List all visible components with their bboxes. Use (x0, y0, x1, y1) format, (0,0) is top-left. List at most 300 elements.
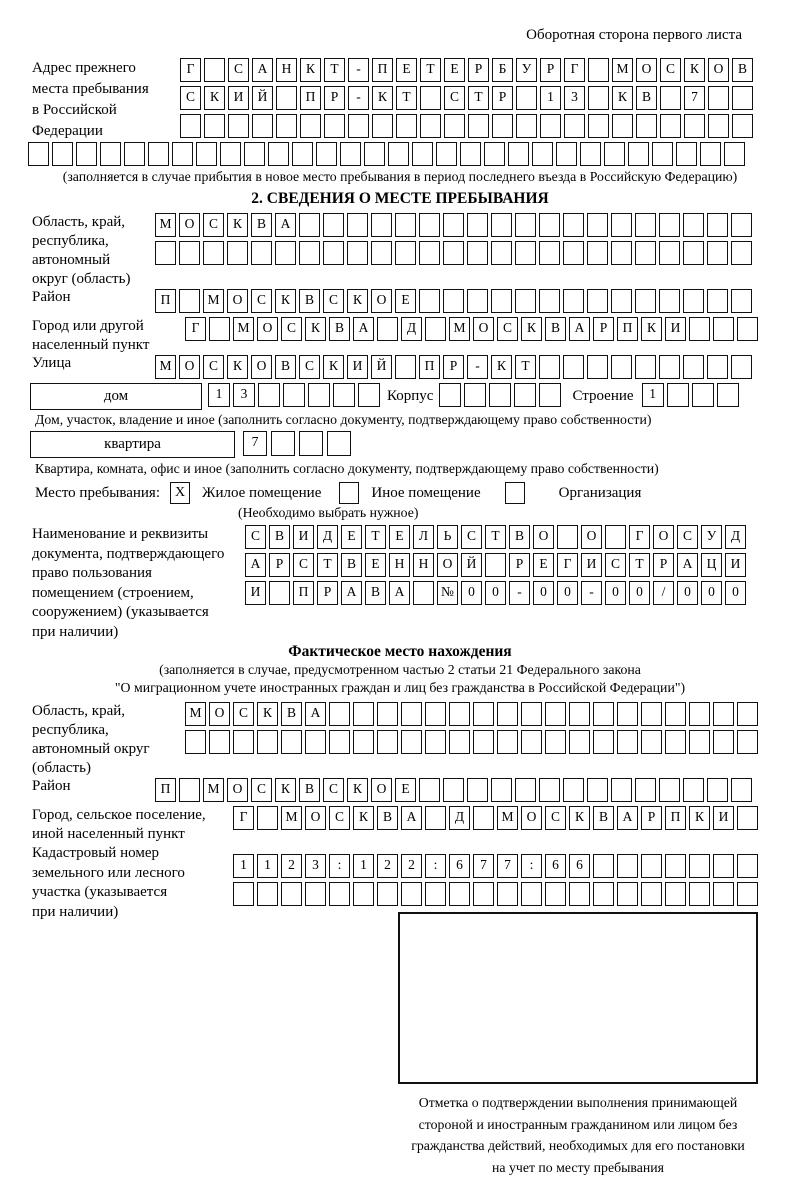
kadastr-label (32, 844, 233, 922)
char-box: П (419, 355, 440, 379)
char-box: К (347, 778, 368, 802)
char-box: М (281, 806, 302, 830)
char-box (395, 213, 416, 237)
char-box (436, 142, 457, 166)
stroenie-label: Строение (572, 388, 634, 404)
char-box (545, 702, 566, 726)
char-box (180, 114, 201, 138)
char-box: И (713, 806, 734, 830)
mesto-prebyvaniya-row (35, 482, 800, 504)
char-box: М (155, 355, 176, 379)
char-box: В (341, 553, 362, 577)
char-box (305, 730, 326, 754)
char-box (179, 289, 200, 313)
char-box: 1 (353, 854, 374, 878)
char-box (515, 778, 536, 802)
char-box: В (251, 213, 272, 237)
char-box (460, 142, 481, 166)
char-box: О (179, 213, 200, 237)
char-box (395, 355, 416, 379)
char-box (521, 702, 542, 726)
char-box: Т (420, 58, 441, 82)
char-box (371, 213, 392, 237)
gorod-row (185, 317, 761, 341)
char-box (353, 882, 374, 906)
char-box (737, 702, 758, 726)
char-box: С (251, 778, 272, 802)
char-box: К (491, 355, 512, 379)
char-box (358, 383, 380, 407)
char-box (569, 882, 590, 906)
char-box (251, 241, 272, 265)
char-box: № (437, 581, 458, 605)
char-box (185, 730, 206, 754)
char-box (641, 702, 662, 726)
char-box (473, 702, 494, 726)
char-box: Р (509, 553, 530, 577)
char-box (76, 142, 97, 166)
page-header: Оборотная сторона первого листа (526, 27, 742, 43)
char-box: Т (515, 355, 536, 379)
char-box (377, 730, 398, 754)
char-box (580, 142, 601, 166)
label-line: Адрес прежнего (32, 60, 136, 76)
char-box: 3 (233, 383, 255, 407)
char-box (252, 114, 273, 138)
char-box: В (377, 806, 398, 830)
char-box (419, 778, 440, 802)
char-box (713, 882, 734, 906)
char-box (611, 213, 632, 237)
char-box (204, 114, 225, 138)
char-box: С (660, 58, 681, 82)
char-box (587, 289, 608, 313)
char-box (683, 355, 704, 379)
char-box (557, 525, 578, 549)
char-box (521, 882, 542, 906)
char-box (220, 142, 241, 166)
char-box (732, 114, 753, 138)
char-box (491, 778, 512, 802)
label-line: на учет по месту пребывания (492, 1159, 664, 1175)
char-box (323, 241, 344, 265)
char-box: А (617, 806, 638, 830)
char-box: Д (449, 806, 470, 830)
char-box: В (329, 317, 350, 341)
char-box: И (725, 553, 746, 577)
char-box (292, 142, 313, 166)
char-box (665, 882, 686, 906)
char-box: А (275, 213, 296, 237)
stamp-note (378, 1092, 778, 1178)
char-box (588, 86, 609, 110)
char-box (353, 702, 374, 726)
char-box: С (251, 289, 272, 313)
char-box (172, 142, 193, 166)
char-box: К (227, 355, 248, 379)
char-box (508, 142, 529, 166)
label-line: республика, (32, 233, 109, 249)
char-box (308, 383, 330, 407)
char-box: О (305, 806, 326, 830)
char-box: О (473, 317, 494, 341)
char-box (563, 355, 584, 379)
char-box: И (347, 355, 368, 379)
char-box: С (245, 525, 266, 549)
dom-note: Дом, участок, владение и иное (заполнить согласно документу, подтверждающему право собственности) (35, 412, 652, 427)
char-box (228, 114, 249, 138)
char-box: - (581, 581, 602, 605)
char-box: С (329, 806, 350, 830)
char-box: С (228, 58, 249, 82)
char-box (563, 241, 584, 265)
oblast-row-1 (155, 213, 755, 237)
label-line: Кадастровый номер (32, 845, 159, 861)
char-box: С (299, 355, 320, 379)
char-box: Г (557, 553, 578, 577)
label-line: Город или другой (32, 318, 144, 334)
fact-oblast-row-2 (185, 730, 761, 754)
char-box (713, 730, 734, 754)
char-box: А (569, 317, 590, 341)
char-box: Г (185, 317, 206, 341)
char-box (305, 882, 326, 906)
char-box (617, 854, 638, 878)
char-box: Д (401, 317, 422, 341)
char-box: Д (317, 525, 338, 549)
char-box (467, 289, 488, 313)
char-box: П (293, 581, 314, 605)
char-box: М (203, 778, 224, 802)
fact-gorod-block (32, 806, 800, 844)
char-box (539, 383, 561, 407)
char-box (179, 241, 200, 265)
char-box: Р (324, 86, 345, 110)
char-box: К (323, 355, 344, 379)
char-box: М (612, 58, 633, 82)
char-box (641, 882, 662, 906)
char-box (532, 142, 553, 166)
char-box (665, 730, 686, 754)
char-box: 0 (629, 581, 650, 605)
char-box (617, 882, 638, 906)
char-box: О (179, 355, 200, 379)
char-box (100, 142, 121, 166)
char-box: О (533, 525, 554, 549)
label-line: стороной и иностранным гражданином или лицом без (418, 1116, 738, 1132)
char-box: Т (396, 86, 417, 110)
char-box (283, 383, 305, 407)
char-box (492, 114, 513, 138)
char-box: О (581, 525, 602, 549)
char-box (635, 241, 656, 265)
label-line: при наличии) (32, 623, 119, 640)
char-box: 7 (497, 854, 518, 878)
char-box (439, 383, 461, 407)
char-box (377, 882, 398, 906)
char-box (659, 778, 680, 802)
char-box (209, 730, 230, 754)
char-box (257, 730, 278, 754)
kvartira-cells (243, 431, 355, 456)
section2-title: 2. СВЕДЕНИЯ О МЕСТЕ ПРЕБЫВАНИЯ (251, 190, 549, 207)
label-line: право пользования (32, 565, 152, 581)
char-box (244, 142, 265, 166)
char-box (443, 778, 464, 802)
char-box: А (305, 702, 326, 726)
char-box (281, 882, 302, 906)
char-box (545, 882, 566, 906)
char-box (425, 730, 446, 754)
char-box: Р (468, 58, 489, 82)
char-box: Р (317, 581, 338, 605)
char-box (333, 383, 355, 407)
char-box: К (372, 86, 393, 110)
char-box: - (348, 86, 369, 110)
char-box (737, 854, 758, 878)
char-box (689, 317, 710, 341)
char-box (539, 241, 560, 265)
char-box (659, 241, 680, 265)
organizatsiya-checkbox (505, 482, 525, 504)
char-box (628, 142, 649, 166)
char-box (468, 114, 489, 138)
char-box: 6 (545, 854, 566, 878)
char-box (731, 355, 752, 379)
char-box: 0 (533, 581, 554, 605)
char-box: 0 (461, 581, 482, 605)
kadastr-grid (233, 844, 761, 910)
char-box: П (665, 806, 686, 830)
char-box (179, 778, 200, 802)
char-box (665, 854, 686, 878)
char-box (569, 702, 590, 726)
char-box: Р (593, 317, 614, 341)
kadastr-row-2 (233, 882, 761, 906)
char-box (593, 702, 614, 726)
char-box (659, 289, 680, 313)
char-box: Й (252, 86, 273, 110)
char-box: С (461, 525, 482, 549)
char-box (660, 114, 681, 138)
mesto-note: (Необходимо выбрать нужное) (238, 505, 419, 520)
char-box (683, 289, 704, 313)
char-box (340, 142, 361, 166)
char-box: А (401, 806, 422, 830)
char-box (419, 213, 440, 237)
char-box: Ь (437, 525, 458, 549)
char-box: О (209, 702, 230, 726)
char-box: 0 (677, 581, 698, 605)
char-box: / (653, 581, 674, 605)
char-box (497, 882, 518, 906)
char-box (467, 778, 488, 802)
char-box: О (227, 289, 248, 313)
ulitsa-block (32, 355, 800, 383)
char-box (593, 730, 614, 754)
char-box (371, 241, 392, 265)
char-box (593, 854, 614, 878)
doc-row-1 (245, 525, 749, 549)
prev-address-note: (заполняется в случае прибытия в новое место пребывания в период последнего въезда в Российскую Федерацию) (62, 169, 738, 184)
char-box: О (708, 58, 729, 82)
char-box: С (677, 525, 698, 549)
char-box: С (323, 289, 344, 313)
char-box: 7 (684, 86, 705, 110)
char-box: М (185, 702, 206, 726)
char-box: С (233, 702, 254, 726)
char-box (713, 702, 734, 726)
char-box (467, 241, 488, 265)
char-box (692, 383, 714, 407)
label-line: Наименование и реквизиты (32, 526, 209, 542)
char-box: С (444, 86, 465, 110)
char-box: Т (485, 525, 506, 549)
char-box (737, 882, 758, 906)
char-box (708, 114, 729, 138)
char-box (515, 213, 536, 237)
char-box: Р (653, 553, 674, 577)
char-box (148, 142, 169, 166)
korpus-label: Корпус (387, 388, 434, 404)
char-box (348, 114, 369, 138)
char-box: Е (396, 58, 417, 82)
char-box (124, 142, 145, 166)
char-box: В (299, 778, 320, 802)
char-box: М (155, 213, 176, 237)
char-box (717, 383, 739, 407)
char-box (539, 355, 560, 379)
char-box (516, 86, 537, 110)
char-box: Р (443, 355, 464, 379)
char-box (611, 241, 632, 265)
char-box: К (689, 806, 710, 830)
char-box: 0 (485, 581, 506, 605)
char-box (667, 383, 689, 407)
char-box: К (569, 806, 590, 830)
char-box (497, 730, 518, 754)
fact-oblast-grid (185, 702, 761, 758)
char-box: Р (269, 553, 290, 577)
char-box: П (300, 86, 321, 110)
char-box (473, 806, 494, 830)
raion-label: Район (32, 289, 71, 305)
char-box (491, 289, 512, 313)
char-box: 1 (233, 854, 254, 878)
char-box: В (545, 317, 566, 341)
char-box: Ц (701, 553, 722, 577)
char-box (443, 241, 464, 265)
char-box (155, 241, 176, 265)
prev-address-row-2 (180, 86, 756, 110)
char-box (635, 289, 656, 313)
prev-address-block (32, 58, 800, 142)
char-box: : (425, 854, 446, 878)
char-box: С (323, 778, 344, 802)
char-box: К (227, 213, 248, 237)
prev-address-row-1 (180, 58, 756, 82)
char-box: К (257, 702, 278, 726)
char-box (587, 213, 608, 237)
char-box (327, 431, 351, 456)
char-box: Н (389, 553, 410, 577)
char-box: 1 (208, 383, 230, 407)
char-box (420, 114, 441, 138)
char-box (401, 730, 422, 754)
label-line: Город, сельское поселение, (32, 807, 206, 823)
char-box: 7 (243, 431, 267, 456)
char-box (491, 213, 512, 237)
char-box (684, 114, 705, 138)
char-box (233, 882, 254, 906)
doc-grid (245, 525, 749, 609)
char-box: 6 (449, 854, 470, 878)
char-box (300, 114, 321, 138)
char-box (347, 213, 368, 237)
char-box (449, 882, 470, 906)
char-box: Т (365, 525, 386, 549)
char-box (299, 431, 323, 456)
char-box: В (365, 581, 386, 605)
char-box: А (245, 553, 266, 577)
organizatsiya-label: Организация (558, 484, 642, 501)
char-box (635, 213, 656, 237)
char-box: 0 (557, 581, 578, 605)
char-box (641, 854, 662, 878)
char-box: А (252, 58, 273, 82)
char-box: 3 (305, 854, 326, 878)
char-box (539, 778, 560, 802)
char-box (587, 778, 608, 802)
char-box: А (677, 553, 698, 577)
kadastr-block (32, 844, 800, 922)
char-box: Е (395, 778, 416, 802)
label-line: помещением (строением, (32, 584, 194, 601)
char-box: Г (629, 525, 650, 549)
char-box (611, 778, 632, 802)
char-box (196, 142, 217, 166)
char-box: О (371, 289, 392, 313)
dom-field-label: дом (30, 383, 202, 410)
label-line: округ (область) (32, 271, 131, 287)
char-box (731, 778, 752, 802)
char-box (641, 730, 662, 754)
char-box (515, 241, 536, 265)
char-box: Г (233, 806, 254, 830)
fact-raion-row (155, 778, 755, 802)
char-box: С (545, 806, 566, 830)
prev-address-label (32, 58, 180, 142)
char-box (484, 142, 505, 166)
char-box (617, 702, 638, 726)
char-box: 2 (377, 854, 398, 878)
char-box: В (732, 58, 753, 82)
char-box (683, 241, 704, 265)
char-box (299, 241, 320, 265)
label-line: при наличии) (32, 903, 119, 920)
char-box: : (329, 854, 350, 878)
fact-oblast-row-1 (185, 702, 761, 726)
char-box (676, 142, 697, 166)
char-box (563, 213, 584, 237)
char-box (485, 553, 506, 577)
gorod-block (32, 317, 800, 355)
char-box (276, 114, 297, 138)
char-box (276, 86, 297, 110)
char-box: С (203, 355, 224, 379)
char-box (707, 241, 728, 265)
char-box: Й (461, 553, 482, 577)
